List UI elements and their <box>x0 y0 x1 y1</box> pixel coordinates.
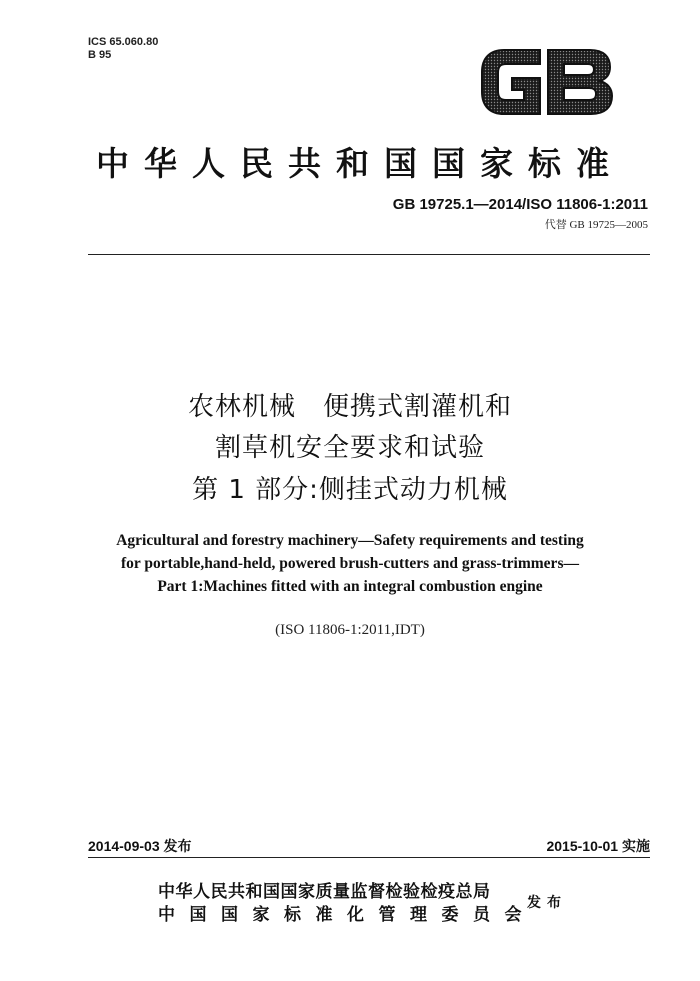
gb-logo <box>478 44 616 120</box>
adoption-note: (ISO 11806-1:2011,IDT) <box>275 622 425 638</box>
issuing-authority-1: 中华人民共和国国家质量监督检验检疫总局 <box>158 882 491 902</box>
english-title-line-3: Part 1:Machines fitted with an integral combustion engine <box>157 578 543 595</box>
header-divider <box>88 254 650 255</box>
replaces-standard: 代替 GB 19725—2005 <box>544 219 648 231</box>
ics-code: ICS 65.060.80 <box>88 36 159 48</box>
issue-date: 2014-09-03 发布 <box>88 838 192 854</box>
chinese-title-line-1: 农林机械 便携式割灌机和 <box>187 392 512 422</box>
chinese-title-line-3: 第 1 部分:侧挂式动力机械 <box>192 475 508 505</box>
ccs-code: B 95 <box>88 49 112 61</box>
issuing-authority-2: 中国国家标准化管理委员会 <box>158 905 536 925</box>
english-title-line-1: Agricultural and forestry machinery—Safety requirements and testing <box>116 532 584 549</box>
english-title-line-2: for portable,hand-held, powered brush-cutters and grass-trimmers— <box>121 555 579 572</box>
national-standard-heading: 中华人民共和国国家标准 <box>96 144 624 183</box>
standard-number: GB 19725.1—2014/ISO 11806-1:2011 <box>392 196 648 213</box>
gb-logo-graphic <box>478 44 616 120</box>
footer-divider <box>88 857 650 858</box>
classification-codes <box>88 36 158 62</box>
chinese-title-line-2: 割草机安全要求和试验 <box>214 433 485 463</box>
publish-label: 发布 <box>527 895 567 911</box>
effective-date: 2015-10-01 实施 <box>546 838 650 854</box>
